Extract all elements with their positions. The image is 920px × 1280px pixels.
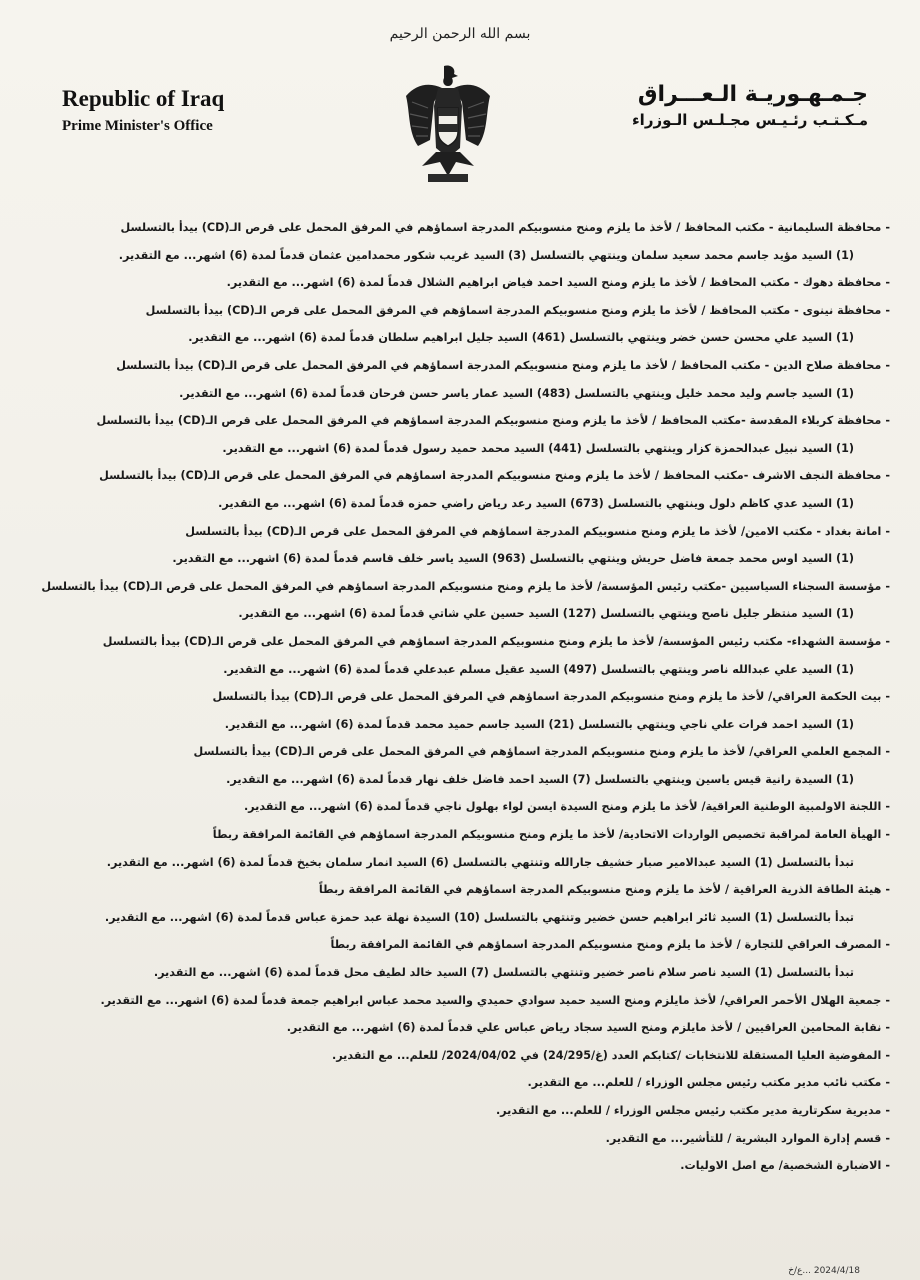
list-item: -جمعية الهلال الأحمر العراقي/ لأخذ مايلزم ومنح السيد حميد سوادي حميدي والسيد محمد عباس ابراهيم جمعة قدماً لمدة (6) اشهر... مع التقدير. xyxy=(100,993,890,1007)
list-item: -المجمع العلمي العراقي/ لأخذ ما يلزم ومنح منسوبيكم المدرجة اسماؤهم في المرفق المحمل على قرص الـ(CD) بيدأ بالتسلسل (1) السيدة رانية قيس ياسين وينتهي بالتسلسل (7) السيد احمد فاضل خلف نهار قدماً لمدة (6) اشهر... مع التقدير. xyxy=(193,745,890,786)
iraq-eagle-emblem-icon xyxy=(400,62,496,186)
list-item: -المفوضية العليا المستقلة للانتخابات /كتابكم العدد (غ/24/295) في 2024/04/02/ للعلم... مع التقدير. xyxy=(331,1048,890,1062)
list-item: -اللجنة الاولمبية الوطنية العراقية/ لأخذ ما يلزم ومنح السيدة ايسن لواء بهلول ناجي قدماً لمدة (6) اشهر... مع التقدير. xyxy=(243,800,890,814)
english-country-title: Republic of Iraq xyxy=(62,86,225,111)
list-item: -هيئة الطاقة الذرية العراقية / لأخذ ما يلزم ومنح منسوبيكم المدرجة اسماؤهم في القائمة المرافقة ربطاً تبدأ بالتسلسل (1) السيد ثائر ابراهيم حسن خضير وتنتهي بالتسلسل (10) السيدة نهلة عبد حمزة عباس قدماً لمدة (6) اشهر... مع التقدير. xyxy=(104,883,890,924)
list-item: -محافظة النجف الاشرف -مكتب المحافظ / لأخذ ما يلزم ومنح منسوبيكم المدرجة اسماؤهم في المرفق المحمل على قرص الـ(CD) بيدأ بالتسلسل (1) السيد عدي كاظم دلول وينتهي بالتسلسل (673) السيد رعد رياض راضي حمزه قدماً لمدة (6) اشهر... مع التقدير. xyxy=(99,469,890,510)
list-item: -محافظة دهوك - مكتب المحافظ / لأخذ ما يلزم ومنح السيد احمد فياض ابراهيم الشلال قدماً لمدة (6) اشهر... مع التقدير. xyxy=(226,276,890,290)
list-item: -المصرف العراقي للتجارة / لأخذ ما يلزم ومنح منسوبيكم المدرجة اسماؤهم في القائمة المرافقة ربطاً تبدأ بالتسلسل (1) السيد ناصر سلام ناصر خضير وتنتهي بالتسلسل (7) السيد خالد لطيف محل قدماً لمدة (6) اشهر... مع التقدير. xyxy=(153,938,890,980)
english-office-subtitle: Prime Minister's Office xyxy=(62,118,213,134)
arabic-country-title: جـمـهـوريـة الـعـــراق xyxy=(637,82,868,107)
list-item: -محافظة صلاح الدين - مكتب المحافظ / لأخذ ما يلزم ومنح منسوبيكم المدرجة اسماؤهم في المرفق المحمل على قرص الـ(CD) بيدأ بالتسلسل (1) السيد جاسم وليد محمد خليل وينتهي بالتسلسل (483) السيد عمار ياسر حسن فرحان قدماً لمدة (6) اشهر... مع التقدير. xyxy=(116,358,890,400)
distribution-list xyxy=(20,214,890,1180)
list-item: -محافظة نينوى - مكتب المحافظ / لأخذ ما يلزم ومنح منسوبيكم المدرجة اسماؤهم في المرفق المحمل على قرص الـ(CD) بيدأ بالتسلسل (1) السيد علي محسن حسن خضر وينتهي بالتسلسل (461) السيد جليل ابراهيم سلطان قدماً لمدة (6) اشهر... مع التقدير. xyxy=(145,303,890,345)
english-letterhead xyxy=(62,86,322,135)
arabic-letterhead xyxy=(548,82,868,129)
list-item: -مؤسسة الشهداء- مكتب رئيس المؤسسة/ لأخذ ما يلزم ومنح منسوبيكم المدرجة اسماؤهم في المرفق المحمل على قرص الـ(CD) بيدأ بالتسلسل (1) السيد علي عبدالله ناصر وينتهي بالتسلسل (497) السيد عقيل مسلم عبدعلي قدماً لمدة (6) اشهر... مع التقدير. xyxy=(102,634,890,676)
reference-note: 2024/4/18 ...ع/خ xyxy=(788,1266,860,1276)
list-item: -بيت الحكمة العراقي/ لأخذ ما يلزم ومنح منسوبيكم المدرجة اسماؤهم في المرفق المحمل على قرص الـ(CD) بيدأ بالتسلسل (1) السيد احمد فرات علي ناجي وينتهي بالتسلسل (21) السيد جاسم حميد محمد قدماً لمدة (6) اشهر... مع التقدير. xyxy=(212,690,890,731)
basmala-calligraphy: بسم الله الرحمن الرحيم xyxy=(389,26,531,42)
arabic-office-subtitle: مـكـتـب رئـيـس مجـلـس الـوزراء xyxy=(632,111,868,129)
list-item: -امانة بغداد - مكتب الامين/ لأخذ ما يلزم ومنح منسوبيكم المدرجة اسماؤهم في المرفق المحمل على قرص الـ(CD) بيدأ بالتسلسل (1) السيد اوس محمد جمعة فاضل حريش وينتهي بالتسلسل (963) السيد ياسر خلف قاسم قدماً لمدة (6) اشهر... مع التقدير. xyxy=(172,524,890,566)
list-item: -الهيأة العامة لمراقبة تخصيص الواردات الاتحادية/ لأخذ ما يلزم ومنح منسوبيكم المدرجة اسماؤهم في القائمة المرافقة ربطاً تبدأ بالتسلسل (1) السيد عبدالامير صبار خشيف جارالله وتنتهي بالتسلسل (6) السيد انمار سلمان بخيخ قدماً لمدة (6) اشهر... مع التقدير. xyxy=(106,828,890,869)
list-item: -الاضبارة الشخصية/ مع اصل الاوليات. xyxy=(680,1159,890,1173)
list-item: -محافظة كربلاء المقدسة -مكتب المحافظ / لأخذ ما يلزم ومنح منسوبيكم المدرجة اسماؤهم في المرفق المحمل على قرص الـ(CD) بيدأ بالتسلسل (1) السيد نبيل عبدالحمزة كزار وينتهي بالتسلسل (441) السيد محمد حميد رسول قدماً لمدة (6) اشهر... مع التقدير. xyxy=(96,414,890,455)
list-item: -مكتب نائب مدير مكتب رئيس مجلس الوزراء / للعلم... مع التقدير. xyxy=(527,1076,890,1090)
list-item: -مديرية سكرتارية مدير مكتب رئيس مجلس الوزراء / للعلم... مع التقدير. xyxy=(495,1104,890,1117)
list-item: -قسم إدارة الموارد البشرية / للتأشير... مع التقدير. xyxy=(605,1131,890,1145)
list-item: -نقابة المحامين العراقيين / لأخذ مايلزم ومنح السيد سجاد رياض عباس علي قدماً لمدة (6) اشهر... مع التقدير. xyxy=(286,1021,890,1035)
list-item: -مؤسسة السجناء السياسيين -مكتب رئيس المؤسسة/ لأخذ ما يلزم ومنح منسوبيكم المدرجة اسماؤهم في المرفق المحمل على قرص الـ(CD) بيدأ بالتسلسل (1) السيد منتظر جليل ناصح وينتهي بالتسلسل (127) السيد حسين علي شاتي قدماً لمدة (6) اشهر... مع التقدير. xyxy=(41,579,890,621)
list-item: -محافظة السليمانية - مكتب المحافظ / لأخذ ما يلزم ومنح منسوبيكم المدرجة اسماؤهم في المرفق المحمل على قرص الـ(CD) بيدأ بالتسلسل (1) السيد مؤيد جاسم محمد سعيد سلمان وينتهي بالتسلسل (3) السيد غريب شكور محمدامين عثمان قدماً لمدة (6) اشهر... مع التقدير. xyxy=(118,221,890,262)
